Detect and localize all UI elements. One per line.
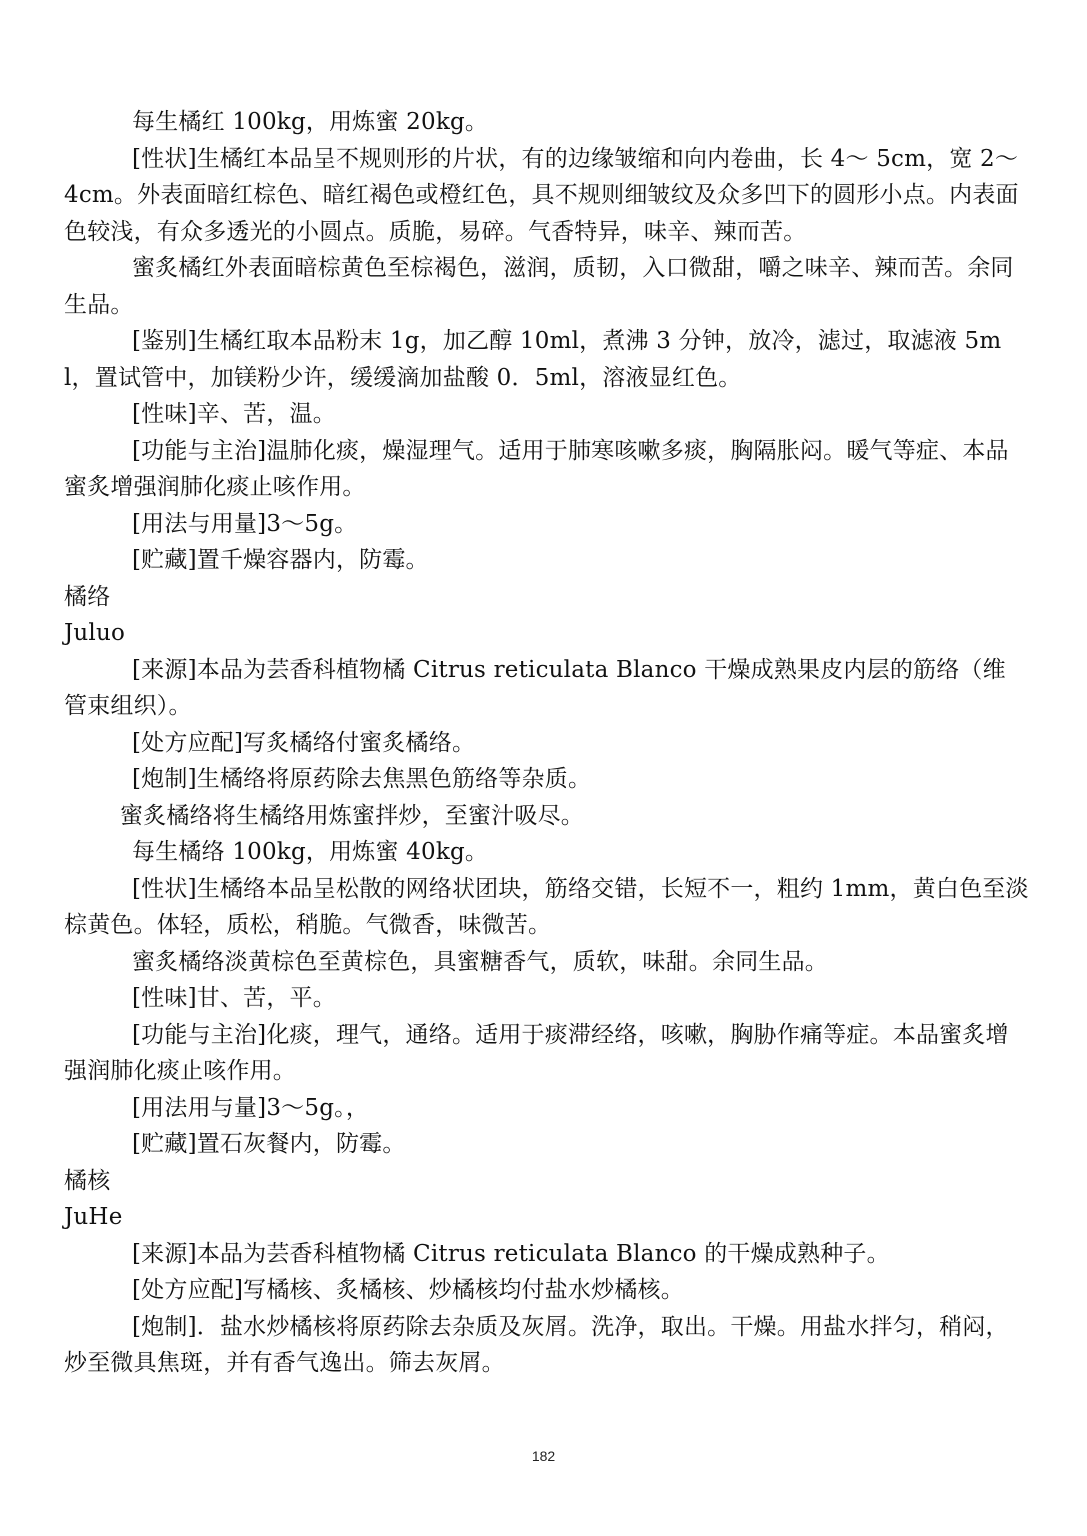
page-number: 182 <box>531 1448 556 1464</box>
paragraph: 每生橘络 100kg，用炼蜜 40kg。 <box>132 839 489 865</box>
paragraph: [用法用与量]3～5g。， <box>132 1094 370 1121</box>
paragraph: [炮制]生橘络将原药除去焦黑色筋络等杂质。 <box>132 766 592 792</box>
paragraph: [来源]本品为芸香科植物橘 Citrus reticulata Blanco 干燥成熟果皮内层的筋络（维管束组织）。 <box>64 656 1006 719</box>
paragraph: [处方应配]写炙橘络付蜜炙橘络。 <box>132 729 476 756</box>
paragraph: 蜜炙橘络淡黄棕色至黄棕色，具蜜糖香气，质软，味甜。余同生品。 <box>132 948 828 975</box>
paragraph: [贮藏]置石灰餐内，防霉。 <box>132 1131 406 1157</box>
paragraph: [贮藏]置千燥容器内，防霉。 <box>132 547 429 573</box>
paragraph: [性味]辛、苦，温。 <box>132 401 336 427</box>
section-title-pinyin: JuHe <box>64 1204 123 1230</box>
paragraph: [功能与主治]化痰，理气，通络。适用于痰滞经络，咳嗽，胸胁作痛等症。本品蜜炙增强润肺化痰止咳作用。 <box>64 1021 1009 1084</box>
paragraph: 蜜炙橘红外表面暗棕黄色至棕褐色，滋润，质韧，入口微甜，嚼之味辛、辣而苦。余同生品。 <box>64 255 1014 318</box>
paragraph: [性味]甘、苦，平。 <box>132 985 336 1011</box>
paragraph: 每生橘红 100kg，用炼蜜 20kg。 <box>132 109 489 135</box>
document-body <box>64 104 1029 1382</box>
paragraph: [性状]生橘络本品呈松散的网络状团块，筋络交错，长短不一，粗约 1mm，黄白色至淡棕黄色。体轻，质松，稍脆。气微香，味微苦。 <box>64 875 1029 938</box>
paragraph: 蜜炙橘络将生橘络用炼蜜拌炒，至蜜汁吸尽。 <box>120 802 584 829</box>
section-title-chinese: 橘络 <box>64 583 111 610</box>
paragraph: [来源]本品为芸香科植物橘 Citrus reticulata Blanco 的干燥成熟种子。 <box>132 1240 890 1267</box>
paragraph: [处方应配]写橘核、炙橘核、炒橘核均付盐水炒橘核。 <box>132 1277 684 1303</box>
section-title-chinese: 橘核 <box>64 1167 111 1194</box>
paragraph: [性状]生橘红本品呈不规则形的片状，有的边缘皱缩和向内卷曲，长 4～ 5cm，宽 2～4cm。外表面暗红棕色、暗红褐色或橙红色，具不规则细皱纹及众多凹下的圆形小点。内表面色较浅，有众多透光的小圆点。质脆，易碎。气香特异，味辛、辣而苦。 <box>64 145 1019 245</box>
section-title-pinyin: Juluo <box>64 620 126 646</box>
paragraph: [炮制]．盐水炒橘核将原药除去杂质及灰屑。洗净，取出。干燥。用盐水拌匀，稍闷，炒至微具焦斑，并有香气逸出。筛去灰屑。 <box>64 1313 1009 1376</box>
paragraph: [用法与用量]3～5g。 <box>132 510 358 537</box>
paragraph: [功能与主治]温肺化痰，燥湿理气。适用于肺寒咳嗽多痰，胸隔胀闷。暖气等症、本品蜜炙增强润肺化痰止咳作用。 <box>64 437 1009 500</box>
paragraph: [鉴别]生橘红取本品粉末 1g，加乙醇 10ml，煮沸 3 分钟，放冷，滤过，取滤液 5ml，置试管中，加镁粉少许，缓缓滴加盐酸 0．5ml，溶液显红色。 <box>64 328 1002 391</box>
